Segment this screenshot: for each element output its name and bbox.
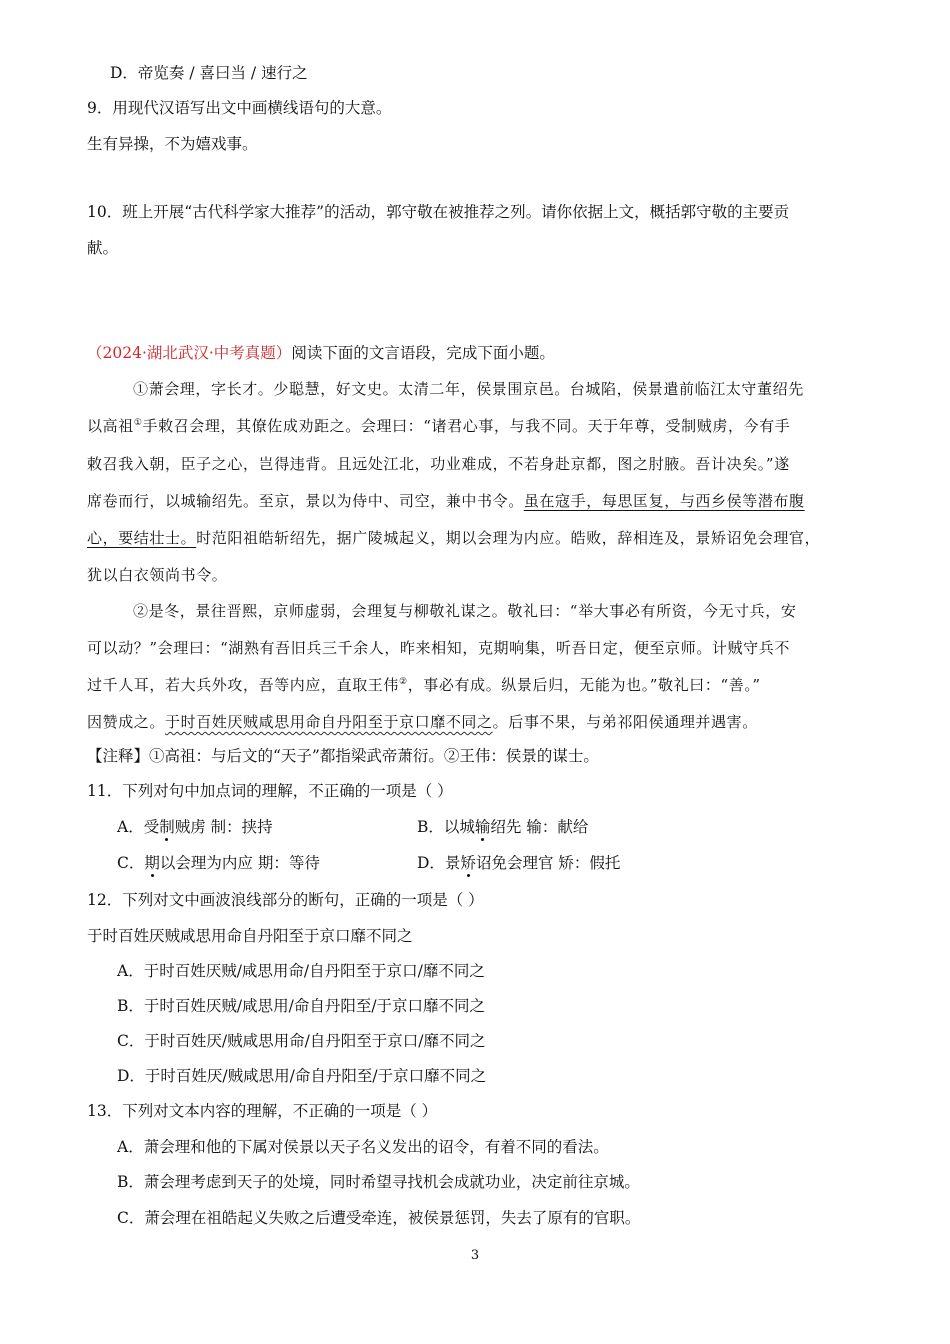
q13-option-c: C．萧会理在祖皓起义失败之后遭受牵连，被侯景惩罚，失去了原有的官职。 <box>117 1209 641 1227</box>
passage-text: 席卷而行，以城输绍先。至京，景以为侍中、司空，兼中书令。 <box>87 492 524 510</box>
option-text: 贼虏 制：挟持 <box>174 818 273 836</box>
source-tag: （2024·湖北武汉·中考真题） <box>87 344 292 362</box>
dotted-char: 制 <box>159 818 175 836</box>
passage-text: ，事必有成。纵景后归，无能为也。”敬礼曰：“善。” <box>407 676 761 694</box>
option-text: B．以城 <box>417 818 475 836</box>
passage-p2-line1: ②是冬，景往晋熙，京师虚弱，会理复与柳敬礼谋之。敬礼曰：“举大事必有所资，今无寸兵，安 <box>133 602 797 620</box>
q11-option-b <box>417 816 588 838</box>
option-text: 以会理为内应 期：等待 <box>159 854 320 872</box>
passage-p2-line4 <box>87 711 758 733</box>
passage-p1-line3: 敕召我入朝，臣子之心，岂得违背。且远处江北，功业难成，不若身赴京都，图之肘腋。吾计决矣。”遂 <box>87 455 790 473</box>
annotation: 【注释】①高祖：与后文的“天子”都指梁武帝萧衍。②王伟：侯景的谋士。 <box>87 747 599 765</box>
option-text: 绍先 输：献给 <box>490 818 589 836</box>
q10-question-line1: 10．班上开展“古代科学家大推荐”的活动，郭守敬在被推荐之列。请你依据上文，概括郭守敬的主要贡 <box>87 203 790 221</box>
option-text: C． <box>117 854 145 872</box>
dotted-char: 矫 <box>460 854 476 872</box>
q8-option-d: D．帝览奏 / 喜曰当 / 速行之 <box>110 64 308 82</box>
passage-p1-line1: ①萧会理，字长才。少聪慧，好文史。太清二年，侯景围京邑。台城陷，侯景遣前临江太守董绍先 <box>133 380 804 398</box>
q11-option-c <box>117 852 320 874</box>
source-heading <box>87 342 555 364</box>
q12-option-c: C．于时百姓厌/贼咸思用命/自丹阳至于京口/靡不同之 <box>117 1032 486 1050</box>
q9-question: 9．用现代汉语写出文中画横线语句的大意。 <box>87 99 392 117</box>
passage-text: 以高祖 <box>87 417 134 435</box>
q12-option-b: B．于时百姓厌贼/咸思用/命自丹阳至/于京口靡不同之 <box>117 997 486 1015</box>
passage-p1-line5 <box>87 527 820 549</box>
q11-question: 11．下列对句中加点词的理解，不正确的一项是（ ） <box>87 782 453 800</box>
option-text: A．受 <box>117 818 160 836</box>
note-2-marker: ② <box>399 677 408 687</box>
underlined-sentence: 虽在寇手，每思匡复，与西乡侯等潜布腹 <box>523 492 805 510</box>
q13-question: 13．下列对文本内容的理解，不正确的一项是（ ） <box>87 1102 438 1120</box>
passage-text: 手敕召会理，其僚佐成劝距之。会理曰：“诸君心事，与我不同。天于年尊，受制贼虏，今有手 <box>142 417 791 435</box>
q11-option-d <box>417 852 620 874</box>
passage-p1-line2 <box>87 415 790 437</box>
passage-text: 过千人耳，若大兵外攻，吾等内应，直取王伟 <box>87 676 400 694</box>
passage-text: 。后事不果，与弟祁阳侯通理并遇害。 <box>492 713 758 731</box>
q12-option-a: A．于时百姓厌贼/咸思用命/自丹阳至于京口/靡不同之 <box>117 962 485 980</box>
q13-option-a: A．萧会理和他的下属对侯景以天子名义发出的诏令，有着不同的看法。 <box>117 1138 609 1156</box>
q9-quote: 生有异操，不为嬉戏事。 <box>87 135 258 153</box>
dotted-char: 输 <box>474 818 491 836</box>
q13-option-b: B．萧会理考虑到天子的处境，同时希望寻找机会成就功业，决定前往京城。 <box>117 1173 640 1191</box>
passage-p1-line6: 犹以白衣领尚书令。 <box>87 566 228 584</box>
q12-option-d: D．于时百姓厌/贼咸思用/命自丹阳至/于京口靡不同之 <box>117 1067 487 1085</box>
option-text: D．景 <box>417 854 461 872</box>
passage-p2-line2: 可以动？”会理曰：“湖熟有吾旧兵三千余人，昨来相知，克期响集，听吾日定，便至京师。计贼守兵不 <box>87 639 790 657</box>
passage-text: 时范阳祖皓斩绍先，据广陵城起义，期以会理为内应。皓败，辞相连及，景矫诏免会理官， <box>196 529 821 547</box>
q12-sentence: 于时百姓厌贼咸思用命自丹阳至于京口靡不同之 <box>87 927 413 945</box>
passage-text: 因赞成之。 <box>87 713 166 731</box>
q12-question: 12．下列对文中画波浪线部分的断句，正确的一项是（ ） <box>87 891 484 909</box>
page-number: 3 <box>470 1248 480 1263</box>
wavy-underlined-sentence: 于时百姓厌贼咸思用命自丹阳至于京口靡不同之 <box>165 713 493 731</box>
option-text: 诏免会理官 矫：假托 <box>475 854 621 872</box>
passage-p1-line4 <box>87 490 805 512</box>
passage-p2-line3 <box>87 674 761 696</box>
underlined-sentence-end: 心，要结壮士。 <box>87 529 197 547</box>
dotted-char: 期 <box>144 854 160 872</box>
q11-option-a <box>117 816 273 838</box>
source-intro: 阅读下面的文言语段，完成下面小题。 <box>291 344 555 362</box>
q10-question-line2: 献。 <box>87 239 119 257</box>
note-1-marker: ① <box>133 418 143 428</box>
